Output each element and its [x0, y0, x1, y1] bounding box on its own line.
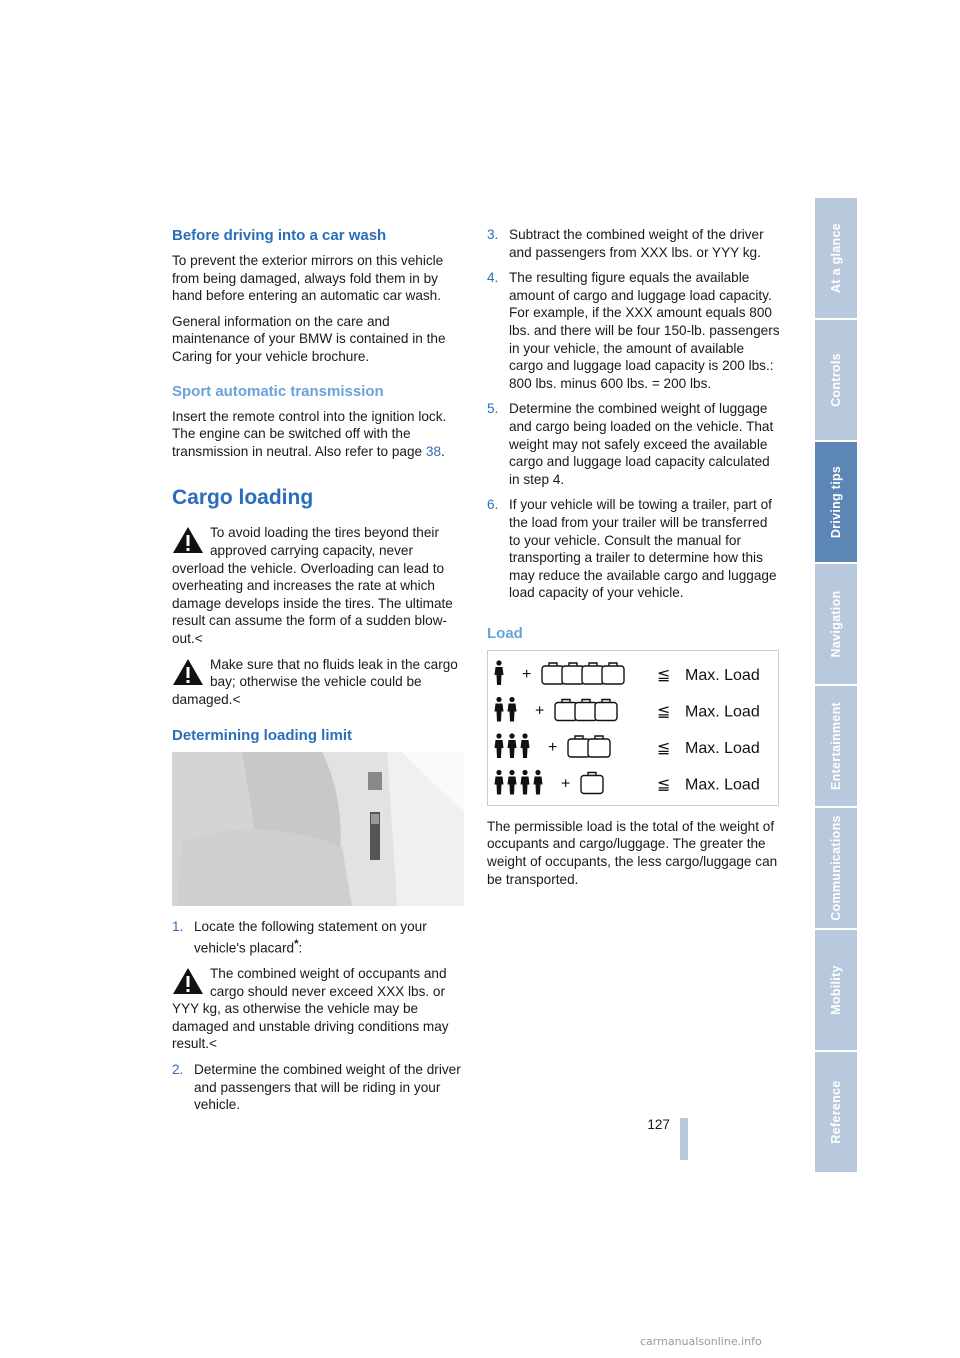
tab-communications[interactable]: [815, 808, 857, 928]
warning-tires-text: To avoid loading the tires beyond their approved carrying capacity, never overload the vehicle. Overloading can lead to overheating and increases the rate at which damage develops inside the tires. The ultimate result can assume the form of a sudden blow-out.: [172, 525, 453, 646]
step-2: [172, 1061, 466, 1114]
step-5-text: Determine the combined weight of luggage and cargo being loaded on the vehicle. That weight may not safely exceed the available cargo and luggage load capacity calculated in step 4.: [509, 401, 774, 487]
step-number: 5.: [487, 401, 499, 417]
end-mark: <: [194, 630, 203, 646]
tab-entertainment[interactable]: [815, 686, 857, 806]
sport-text-end: .: [441, 443, 445, 459]
cargo-loading-heading: Cargo loading: [172, 486, 314, 510]
warning-placard: [172, 965, 466, 1053]
tab-at-a-glance[interactable]: [815, 198, 857, 318]
less-equal-sign: ≦: [657, 774, 671, 794]
section-tabs: [815, 198, 857, 1174]
optional-equipment-star: *: [294, 937, 299, 950]
warning-triangle-icon: [172, 658, 204, 686]
step-3: [487, 226, 781, 261]
step-number: 1.: [172, 919, 184, 935]
warning-triangle-icon: [172, 967, 204, 995]
footer-watermark: carmanualsonline.info: [640, 1335, 762, 1348]
tab-label: Navigation: [829, 590, 843, 658]
load-heading: Load: [487, 624, 523, 642]
warning-placard-text: The combined weight of occupants and cargo should never exceed XXX lbs. or YYY kg, as otherwise the vehicle may be damaged and unstable driving conditions may result.: [172, 966, 449, 1052]
tab-navigation[interactable]: [815, 564, 857, 684]
tab-label: Communications: [829, 815, 843, 921]
warning-fluids-text: Make sure that no fluids leak in the cargo bay; otherwise the vehicle could be damaged.: [172, 656, 458, 707]
step-number: 6.: [487, 497, 499, 513]
step-4: [487, 269, 781, 392]
page-marker-bar: [680, 1118, 688, 1160]
tab-label: Reference: [829, 1080, 843, 1144]
warning-triangle-icon: [172, 526, 204, 554]
step-3-text: Subtract the combined weight of the driver and passengers from XXX lbs. or YYY kg.: [509, 227, 764, 260]
loading-limit-heading: Determining loading limit: [172, 727, 353, 745]
tab-mobility[interactable]: [815, 930, 857, 1050]
max-load-figure: [487, 650, 779, 806]
suitcase-icon: [588, 736, 610, 757]
max-load-label: Max. Load: [685, 666, 760, 684]
load-text: The permissible load is the total of the weight of occupants and cargo/luggage. The greater the weight of occupants, the less cargo/luggage can be transported.: [487, 818, 778, 887]
page-reference-link[interactable]: 38: [425, 443, 442, 459]
suitcase-icon: [542, 663, 564, 684]
plus-sign: +: [548, 738, 558, 756]
loading-steps-right: [487, 226, 781, 602]
less-equal-sign: ≦: [657, 701, 671, 721]
max-load-label: Max. Load: [685, 739, 760, 757]
less-equal-sign: ≦: [657, 737, 671, 757]
suitcase-icon: [582, 663, 604, 684]
tab-label: Mobility: [829, 965, 843, 1015]
step-4-text: The resulting figure equals the available amount of cargo and luggage load capacity. For example, if the XXX amount equals 800 lbs. and there will be four 150-lb. passengers in your vehicle, the amount of available cargo and luggage load capacity is 200 lbs.: 800 lbs. minus 600 lbs. = 200 lbs.: [509, 270, 780, 391]
right-column: [487, 226, 781, 896]
warning-tires: [172, 524, 466, 647]
sport-transmission-text: [172, 408, 466, 461]
door-placard-photo: [172, 752, 464, 906]
plus-sign: +: [535, 702, 545, 720]
tab-label: Entertainment: [829, 702, 843, 790]
car-wash-text-1: To prevent the exterior mirrors on this vehicle from being damaged, always fold them in by hand before entering an automatic car wash.: [172, 253, 444, 304]
suitcase-icon: [595, 699, 617, 720]
suitcase-icon: [568, 736, 590, 757]
less-equal-sign: ≦: [657, 664, 671, 684]
step-5: [487, 400, 781, 488]
step-2-text: Determine the combined weight of the driver and passengers that will be riding in your vehicle.: [194, 1061, 461, 1113]
step-number: 2.: [172, 1061, 184, 1077]
max-load-label: Max. Load: [685, 703, 760, 721]
step-1: [172, 918, 466, 957]
sport-transmission-heading: Sport automatic transmission: [172, 382, 384, 400]
step-number: 4.: [487, 270, 499, 286]
car-wash-text-2: General information on the care and maintenance of your BMW is contained in the Caring for your vehicle brochure.: [172, 313, 446, 364]
suitcase-icon: [575, 699, 597, 720]
step-1-colon: :: [298, 940, 303, 956]
tab-label: Driving tips: [829, 465, 843, 539]
suitcase-icon: [581, 772, 603, 793]
plus-sign: +: [522, 665, 532, 683]
step-1-text: Locate the following statement on your vehicle's placard: [194, 919, 427, 956]
tab-label: At a glance: [829, 223, 843, 293]
car-wash-heading: Before driving into a car wash: [172, 227, 387, 244]
step-6: [487, 496, 781, 602]
loading-steps-left: [172, 918, 466, 957]
car-wash-section: [172, 226, 466, 366]
plus-sign: +: [561, 775, 571, 793]
left-column: [172, 226, 466, 1122]
end-mark: <: [232, 691, 241, 707]
tab-reference[interactable]: [815, 1052, 857, 1172]
warning-fluids: [172, 656, 466, 709]
suitcase-icon: [602, 663, 624, 684]
sport-transmission-section: [172, 382, 466, 461]
end-mark: <: [209, 1036, 217, 1052]
suitcase-icon: [555, 699, 577, 720]
loading-steps-left-2: [172, 1061, 466, 1114]
step-6-text: If your vehicle will be towing a trailer, part of the load from your trailer will be transferred to your vehicle. Consult the manual for transporting a trailer to determine how this may reduce the available cargo and luggage load capacity of your vehicle.: [509, 497, 777, 601]
suitcase-icon: [562, 663, 584, 684]
tab-driving-tips[interactable]: [815, 442, 857, 562]
sport-text-body: Insert the remote control into the ignition lock. The engine can be switched off with the transmission in neutral. Also refer to page: [172, 408, 447, 459]
page-number: 127: [647, 1117, 670, 1132]
max-load-diagram: [487, 650, 779, 806]
max-load-label: Max. Load: [685, 776, 760, 794]
tab-label: Controls: [829, 353, 843, 407]
tab-controls[interactable]: [815, 320, 857, 440]
step-number: 3.: [487, 227, 499, 242]
